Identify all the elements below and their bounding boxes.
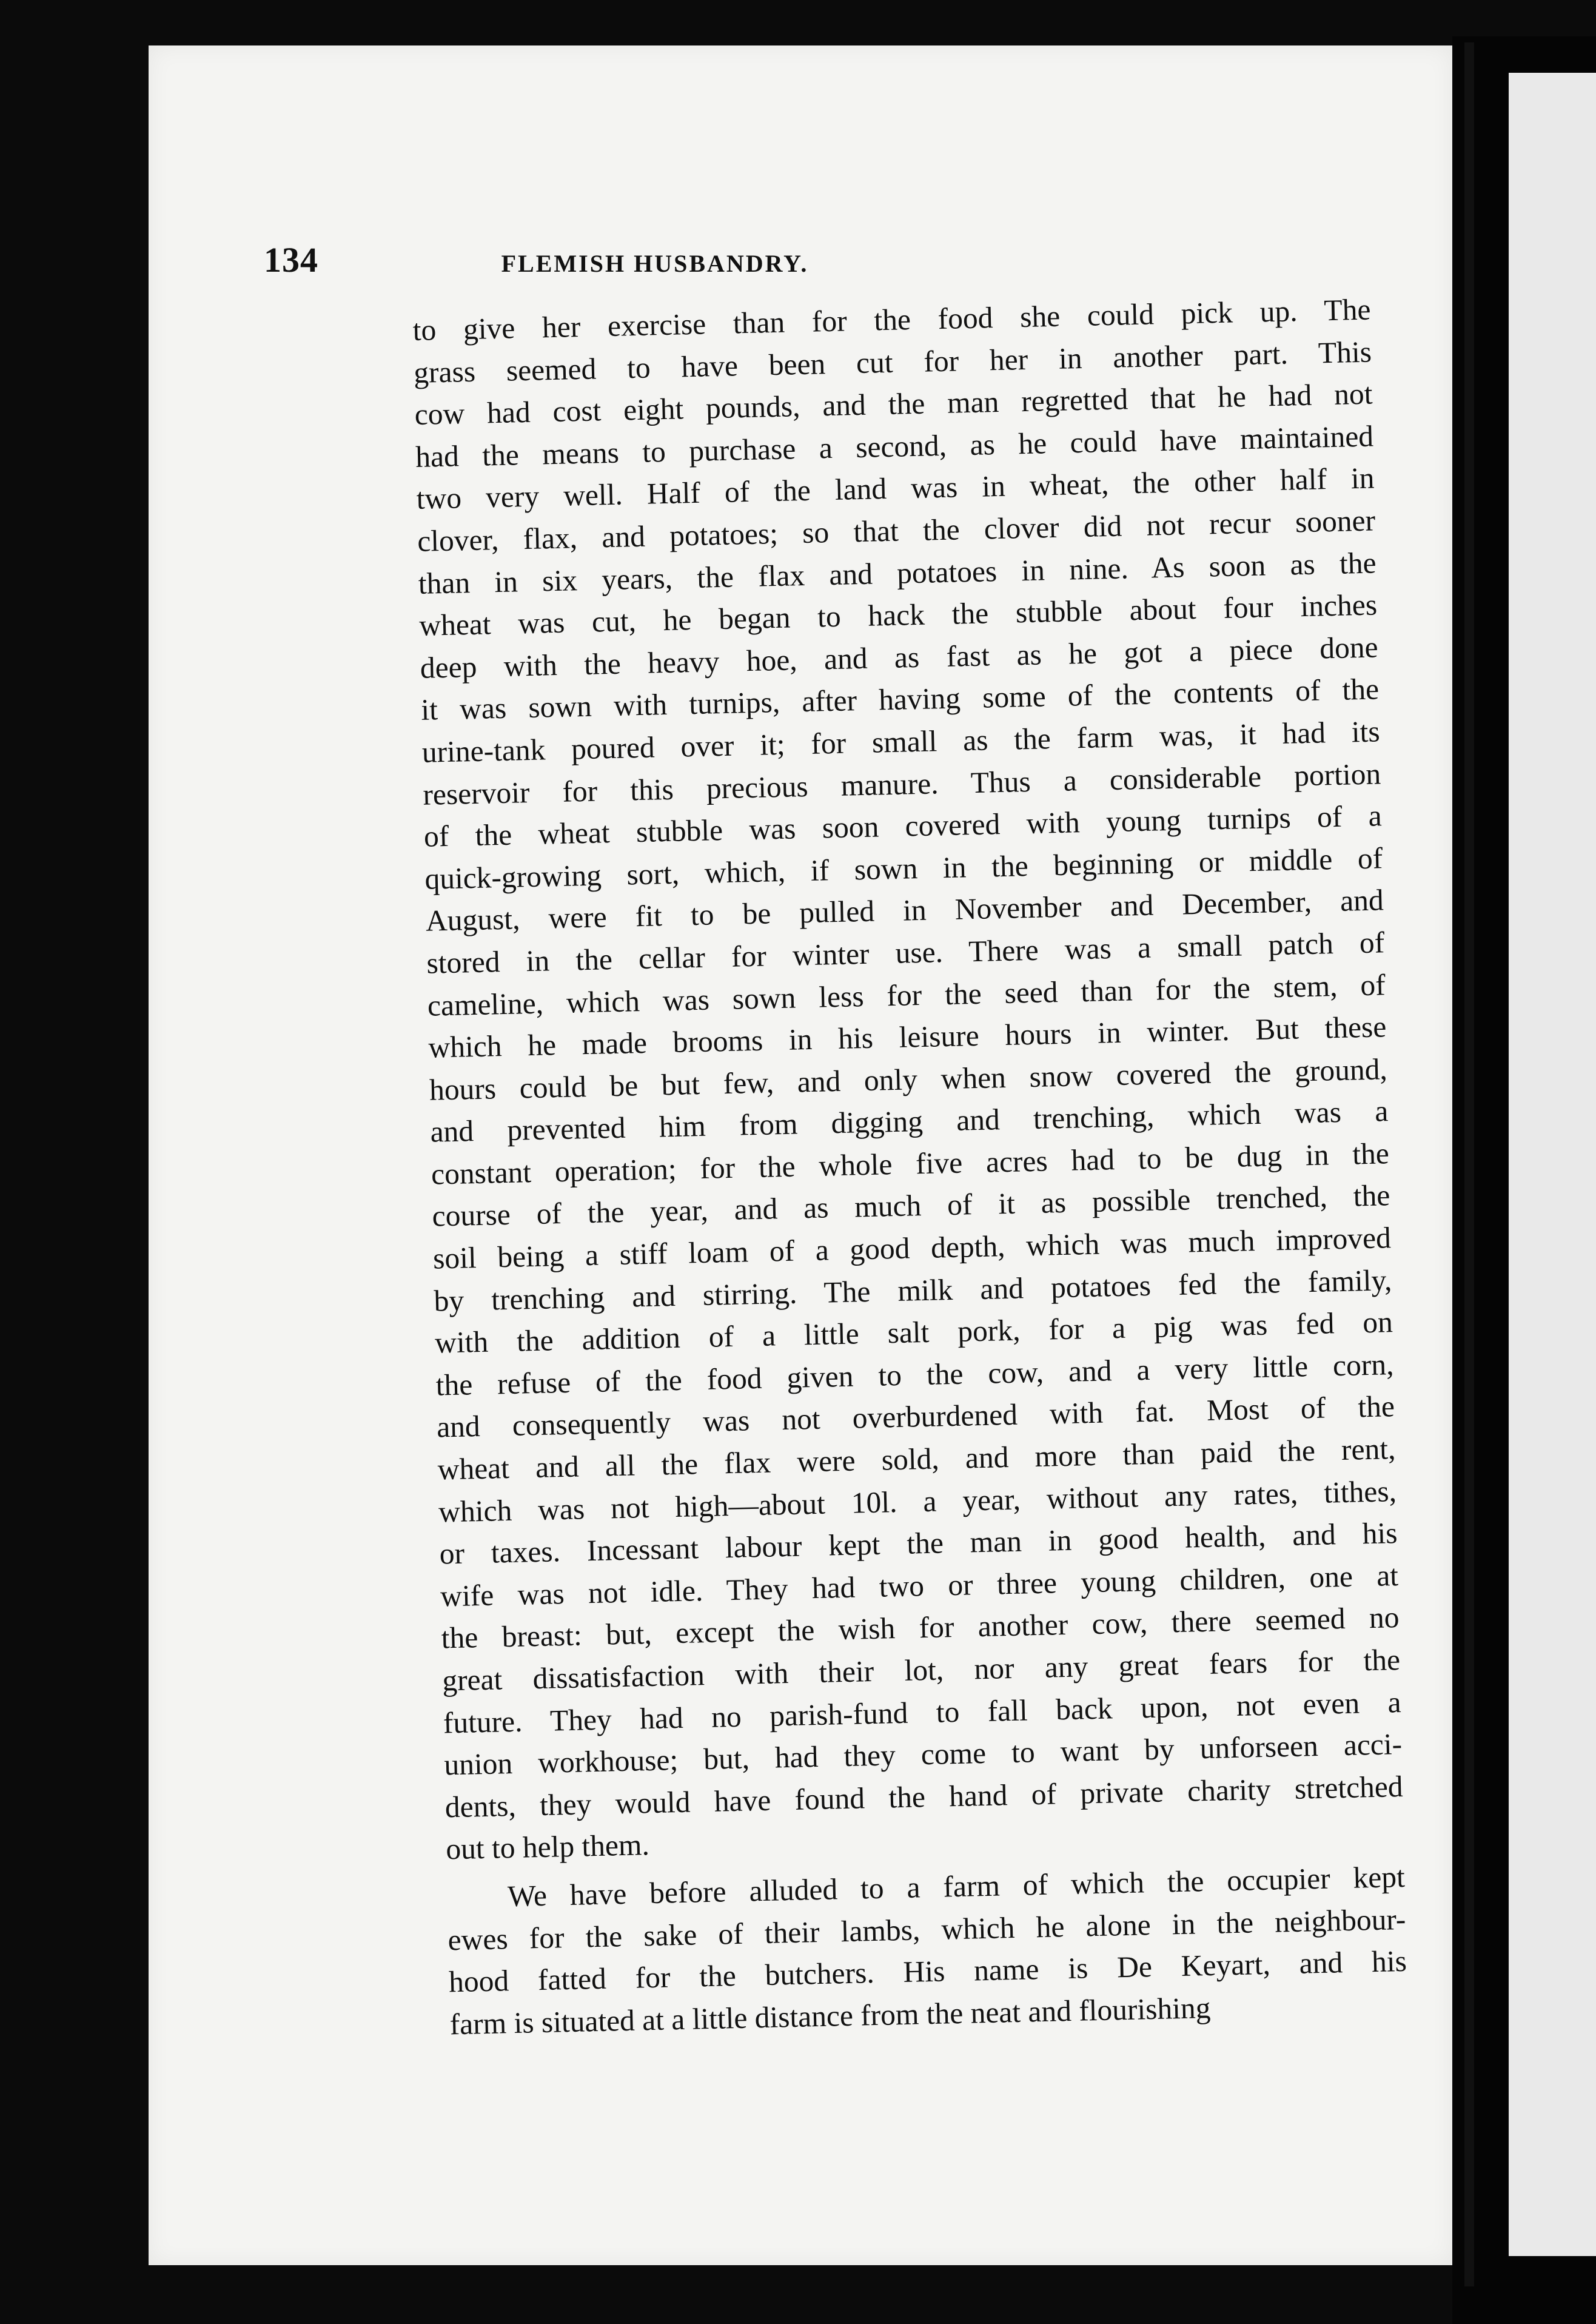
text-line: constant operation; for the whole five acres had to be dug in the bbox=[431, 1137, 1390, 1191]
text-line: wheat and all the flax were sold, and more than paid the rent, bbox=[437, 1432, 1396, 1486]
text-line: farm is situated at a little distance from the neat and flourishing bbox=[449, 1990, 1211, 2041]
text-line: and prevented him from digging and trenching, which was a bbox=[429, 1094, 1389, 1149]
text-line: reservoir for this precious manure. Thus a considerable portion bbox=[422, 756, 1381, 811]
text-line: deep with the heavy hoe, and as fast as he got a piece done bbox=[420, 630, 1379, 685]
text-line: wheat was cut, he began to hack the stubble about four inches bbox=[418, 588, 1378, 643]
page-header bbox=[264, 240, 1046, 294]
text-line: which was not high—about 10l. a year, without any rates, tithes, bbox=[438, 1474, 1397, 1529]
text-line: with the addition of a little salt pork, for a pig was fed on bbox=[434, 1305, 1393, 1360]
text-line: the refuse of the food given to the cow, and a very little corn, bbox=[435, 1347, 1394, 1402]
text-line: cameline, which was sown less for the seed than for the stem, of bbox=[427, 967, 1386, 1023]
running-title: FLEMISH HUSBANDRY. bbox=[501, 250, 809, 277]
page-number: 134 bbox=[264, 240, 318, 280]
text-line: union workhouse; but, had they come to want by unforseen acci- bbox=[443, 1727, 1403, 1782]
text-line: wife was not idle. They had two or three young children, one at bbox=[440, 1558, 1399, 1613]
text-line: out to help them. bbox=[445, 1828, 650, 1866]
text-line: course of the year, and as much of it as possible trenched, the bbox=[432, 1178, 1390, 1234]
text-line: and consequently was not overburdened with fat. Most of the bbox=[436, 1389, 1395, 1444]
text-line: quick-growing sort, which, if sown in the beginning or middle of bbox=[424, 841, 1383, 896]
body-text bbox=[412, 289, 1408, 2046]
text-line: or taxes. Incessant labour kept the man in good health, and his bbox=[439, 1516, 1398, 1571]
adjacent-page-edge bbox=[1509, 73, 1596, 2256]
book-gutter bbox=[1464, 42, 1474, 2286]
text-line: the breast: but, except the wish for another cow, there seemed no bbox=[441, 1600, 1400, 1655]
text-line: cow had cost eight pounds, and the man regretted that he had not bbox=[414, 377, 1373, 432]
text-line: than in six years, the flax and potatoes in nine. As soon as the bbox=[418, 545, 1377, 600]
text-line: ewes for the sake of their lambs, which he alone in the neighbour- bbox=[448, 1902, 1406, 1956]
paragraph bbox=[446, 1856, 1408, 2046]
text-line: urine-tank poured over it; for small as the farm was, it had its bbox=[421, 714, 1381, 769]
text-line: by trenching and stirring. The milk and potatoes fed the family, bbox=[434, 1263, 1392, 1318]
text-line: great dissatisfaction with their lot, nor any great fears for the bbox=[441, 1643, 1401, 1698]
text-line: future. They had no parish-fund to fall back upon, not even a bbox=[443, 1685, 1402, 1740]
text-line: clover, flax, and potatoes; so that the clover did not recur sooner bbox=[417, 503, 1376, 558]
paragraph bbox=[412, 289, 1404, 1871]
text-line: which he made brooms in his leisure hours in winter. But these bbox=[428, 1010, 1387, 1064]
text-line: grass seemed to have been cut for her in another part. This bbox=[413, 335, 1372, 389]
text-line: it was sown with turnips, after having some of the contents of the bbox=[420, 672, 1380, 727]
text-line: hours could be but few, and only when snow covered the ground, bbox=[429, 1052, 1388, 1107]
text-line: to give her exercise than for the food she could pick up. The bbox=[412, 292, 1371, 347]
text-line: had the means to purchase a second, as he could have maintained bbox=[415, 419, 1374, 474]
text-line: stored in the cellar for winter use. There was a small patch of bbox=[426, 925, 1385, 980]
text-line: August, were fit to be pulled in November and December, and bbox=[425, 883, 1384, 938]
text-line: two very well. Half of the land was in wheat, the other half in bbox=[416, 461, 1375, 516]
text-line: dents, they would have found the hand of private charity stretched bbox=[444, 1769, 1404, 1824]
text-line: We have before alluded to a farm of which the occupier kept bbox=[507, 1859, 1406, 1913]
text-line: hood fatted for the butchers. His name is De Keyart, and his bbox=[448, 1944, 1407, 1999]
text-line: soil being a stiff loam of a good depth, which was much improved bbox=[432, 1221, 1392, 1275]
text-line: of the wheat stubble was soon covered with young turnips of a bbox=[423, 799, 1383, 853]
